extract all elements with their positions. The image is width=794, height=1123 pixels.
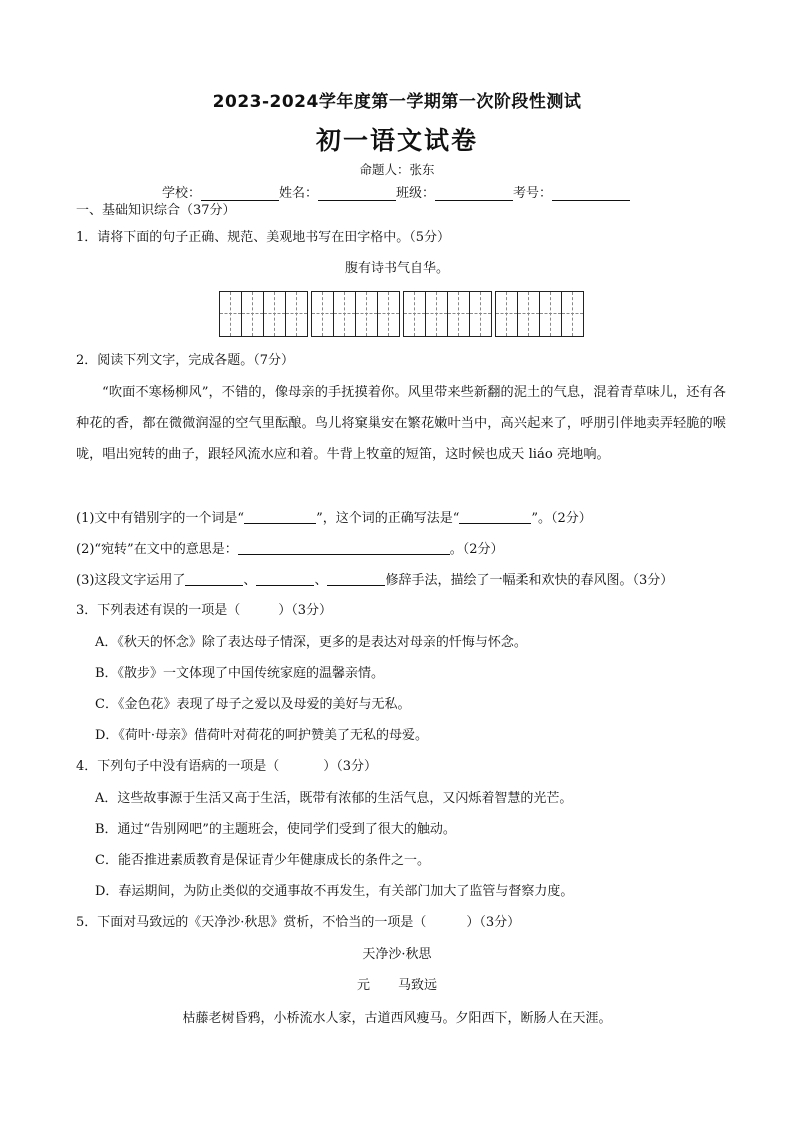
grid-cell[interactable] [404, 292, 426, 336]
name-label: 姓名： [279, 186, 319, 201]
q2-sub3-blank-2[interactable] [256, 571, 314, 586]
q3-option-d: D．《荷叶·母亲》借荷叶对荷花的呵护赞美了无私的母爱。 [95, 728, 429, 743]
poem-dynasty: 元 [356, 978, 370, 993]
q2-sub1-blank-1[interactable] [244, 509, 316, 524]
q5-stem-b: ）（3分） [466, 915, 521, 930]
exam-title: 2023-2024学年度第一学期第一次阶段性测试 [212, 92, 582, 112]
grid-cell[interactable] [426, 292, 448, 336]
q2-sub1-text-c: ”。（2分） [531, 511, 592, 526]
class-label: 班级： [396, 186, 436, 201]
q2-sub3-sep-1: 、 [243, 573, 257, 588]
grid-cell[interactable] [286, 292, 307, 336]
q1-stem: 1．请将下面的句子正确、规范、美观地书写在田字格中。（5分） [76, 230, 451, 245]
q4-option-b: B．通过“告别网吧”的主题班会，使同学们受到了很大的触动。 [95, 822, 456, 837]
grid-cell[interactable] [220, 292, 242, 336]
q3-stem-b: ）（3分） [278, 603, 333, 618]
q2-sub3-text-b: 修辞手法，描绘了一幅柔和欢快的春风图。（3分） [385, 573, 674, 588]
q5-stem-a: 5．下面对马致远的《天净沙·秋思》赏析，不恰当的一项是（ [76, 915, 427, 930]
school-label: 学校： [162, 186, 202, 201]
grid-cell[interactable] [312, 292, 334, 336]
grid-group-4 [495, 291, 584, 337]
poem-title: 天净沙·秋思 [362, 947, 432, 962]
q1-sentence: 腹有诗书气自华。 [344, 261, 449, 276]
author-line: 命题人：张东 [359, 162, 435, 177]
q2-sub1-text-b: ”，这个词的正确写法是“ [316, 511, 460, 526]
poem-body: 枯藤老树昏鸦，小桥流水人家，古道西风瘦马。夕阳西下，断肠人在天涯。 [182, 1011, 612, 1026]
q4-stem-a: 4．下列句子中没有语病的一项是（ [76, 759, 280, 774]
q3-option-a: A．《秋天的怀念》除了表达母子情深，更多的是表达对母亲的忏悔与怀念。 [95, 635, 527, 650]
q2-sub1-blank-2[interactable] [459, 509, 531, 524]
exam-no-label: 考号： [513, 186, 553, 201]
q2-sub1-text-a: (1)文中有错别字的一个词是“ [76, 511, 245, 526]
q2-sub2-blank[interactable] [238, 540, 450, 555]
grid-cell[interactable] [448, 292, 470, 336]
q2-sub2 [76, 540, 504, 559]
poem-author: 马致远 [398, 978, 438, 993]
grid-cell[interactable] [470, 292, 491, 336]
q2-passage: “吹面不寒杨柳风”，不错的，像母亲的手抚摸着你。风里带来些新翻的泥土的气息，混着青草味儿，还有各种花的香，都在微微润湿的空气里酝酿。鸟儿将窠巢安在繁花嫩叶当中，高兴起来了，呼朋引伴地卖弄轻脆的喉咙，唱出宛转的曲子，跟轻风流水应和着。牛背上牧童的短笛，这时候也成天 liáo 亮地响。 [76, 385, 726, 462]
q4-option-d: D．春运期间，为防止类似的交通事故不再发生，有关部门加大了监管与督察力度。 [95, 884, 574, 899]
q2-sub2-text-a: (2)“宛转”在文中的意思是： [76, 542, 238, 557]
grid-cell[interactable] [242, 292, 264, 336]
grid-group-1 [219, 291, 308, 337]
q2-sub3-blank-1[interactable] [185, 571, 243, 586]
grid-cell[interactable] [540, 292, 562, 336]
grid-group-2 [311, 291, 400, 337]
exam-no-field[interactable] [552, 186, 630, 201]
q4-stem-b: ）（3分） [323, 759, 378, 774]
name-field[interactable] [318, 186, 396, 201]
section-1-title: 一、基础知识综合（37分） [76, 203, 236, 218]
student-info-row [162, 182, 630, 201]
q2-sub2-text-b: 。（2分） [449, 542, 504, 557]
q3-option-c: C．《金色花》表现了母子之爱以及母爱的美好与无私。 [95, 697, 411, 712]
q4-stem [76, 758, 377, 776]
q2-stem: 2．阅读下列文字，完成各题。（7分） [76, 353, 295, 368]
q3-stem [76, 602, 332, 620]
class-field[interactable] [435, 186, 513, 201]
grid-cell[interactable] [264, 292, 286, 336]
grid-cell[interactable] [356, 292, 378, 336]
q2-sub3-text-a: (3)这段文字运用了 [76, 573, 186, 588]
grid-cell[interactable] [518, 292, 540, 336]
poem-byline [0, 977, 794, 995]
subject-title: 初一语文试卷 [315, 126, 478, 155]
grid-cell[interactable] [496, 292, 518, 336]
q2-sub3-blank-3[interactable] [327, 571, 385, 586]
tianzige-grid[interactable] [219, 291, 584, 337]
q3-option-b: B．《散步》一文体现了中国传统家庭的温馨亲情。 [95, 666, 385, 681]
school-field[interactable] [201, 186, 279, 201]
q4-option-c: C．能否推进素质教育是保证青少年健康成长的条件之一。 [95, 853, 430, 868]
q2-sub3 [76, 571, 673, 590]
q4-option-a: A．这些故事源于生活又高于生活，既带有浓郁的生活气息，又闪烁着智慧的光芒。 [95, 791, 573, 806]
grid-cell[interactable] [562, 292, 583, 336]
grid-cell[interactable] [378, 292, 399, 336]
q5-stem [76, 914, 520, 932]
grid-group-3 [403, 291, 492, 337]
q2-sub3-sep-2: 、 [314, 573, 328, 588]
q2-sub1 [76, 509, 592, 528]
q3-stem-a: 3．下列表述有误的一项是（ [76, 603, 241, 618]
grid-cell[interactable] [334, 292, 356, 336]
